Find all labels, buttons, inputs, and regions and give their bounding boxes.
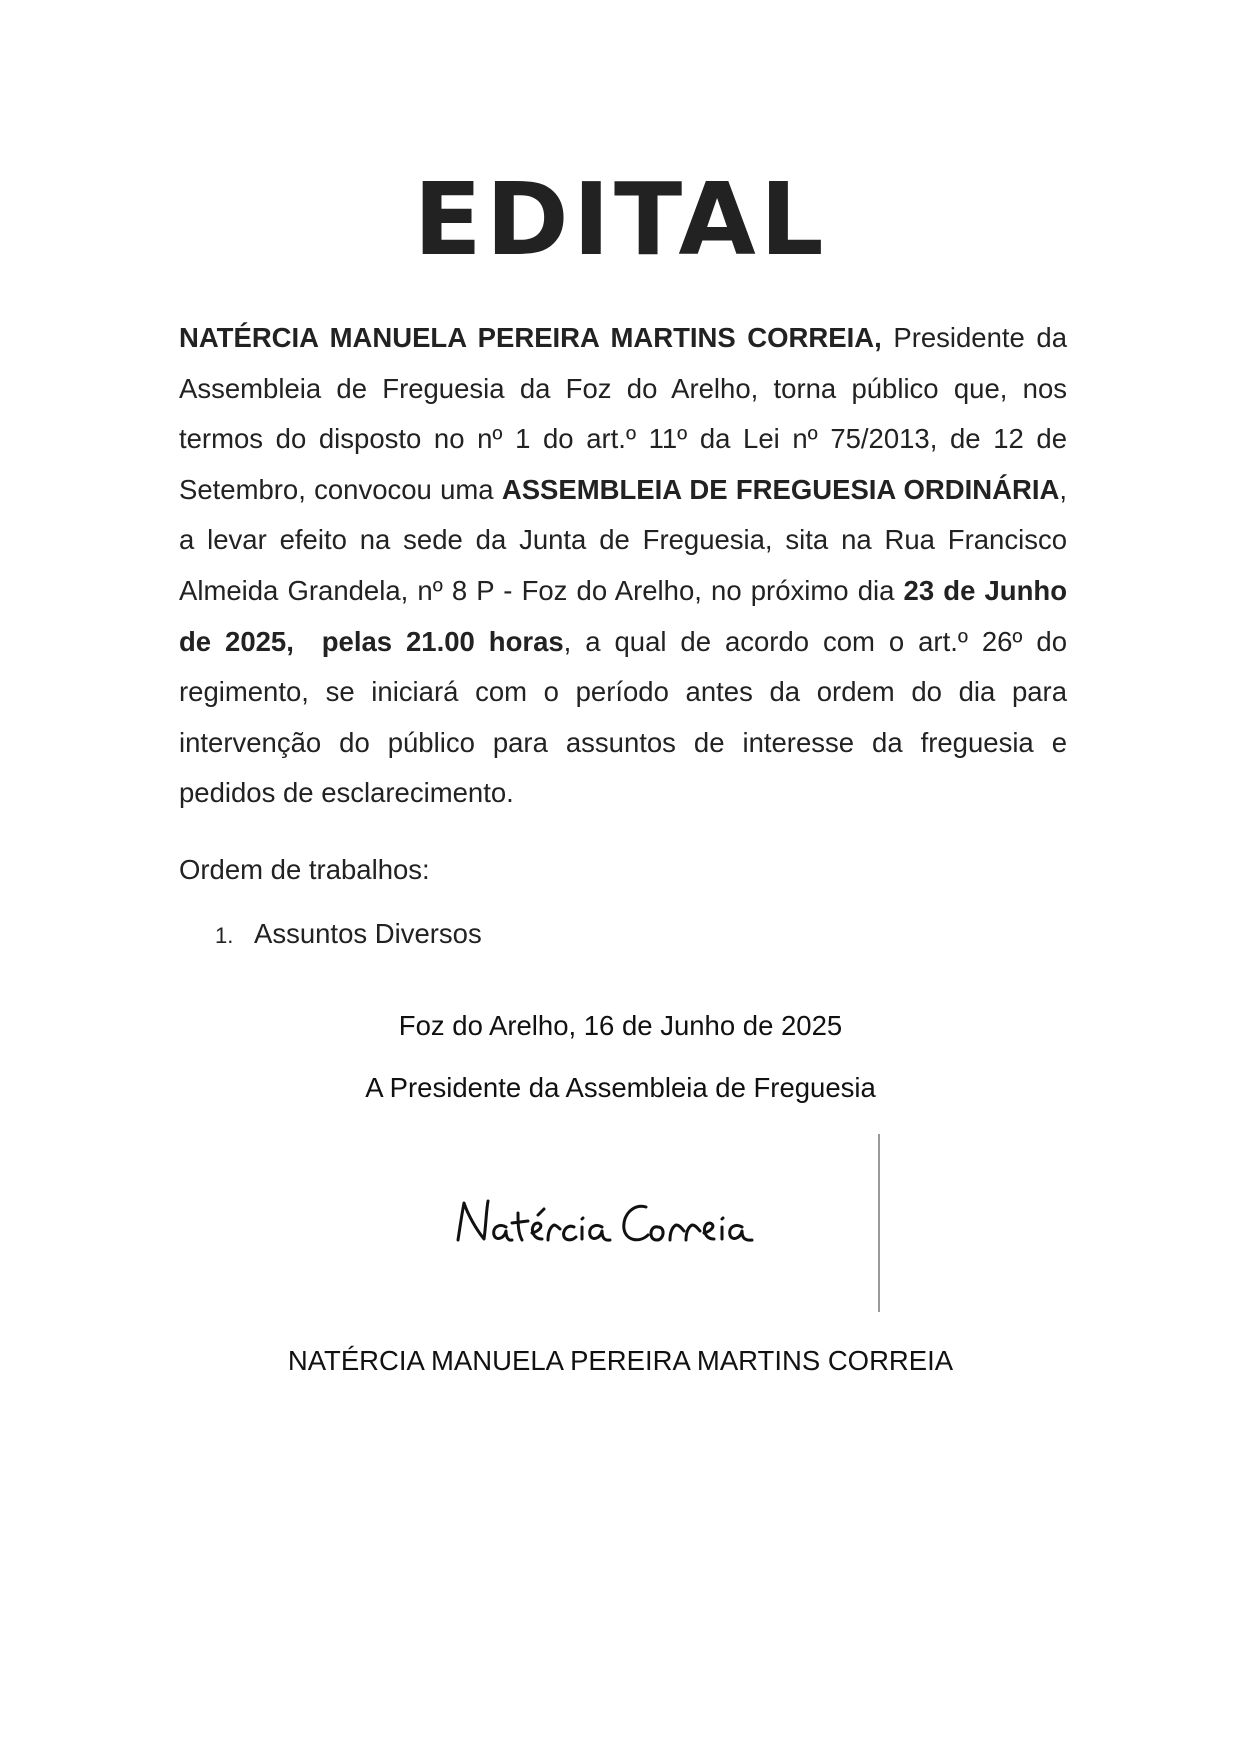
signature-divider	[878, 1134, 880, 1312]
assembly-type-bold: ASSEMBLEIA DE FREGUESIA ORDINÁRIA	[501, 473, 1060, 505]
document-title: EDITAL	[413, 161, 828, 278]
handwritten-signature	[450, 1185, 790, 1255]
paragraph-text-2: , a levar efeito na sede da Junta de Freguesia, sita na Rua Francisco Almeida Grandela, nº 8 P - Foz do Arelho, no próximo dia	[179, 473, 1067, 606]
meeting-date-bold: 23 de Junho de 2025,	[179, 574, 1067, 657]
place-date: Foz do Arelho, 16 de Junho de 2025	[398, 1010, 843, 1041]
list-item	[179, 914, 979, 954]
meeting-time-bold: pelas 21.00 horas	[321, 625, 564, 657]
agenda-heading: Ordem de trabalhos:	[179, 854, 430, 885]
announcement-paragraph	[179, 313, 1067, 819]
agenda-list	[179, 914, 979, 954]
list-item-text: Assuntos Diversos	[254, 918, 482, 949]
list-item-number: 1.	[215, 923, 234, 948]
signer-role: A Presidente da Assembleia de Freguesia	[365, 1072, 876, 1103]
paragraph-text-3	[294, 626, 322, 657]
paragraph-text-4: , a qual de acordo com o art.º 26º do regimento, se iniciará com o período antes da ordem do dia para intervenção do público para assuntos de interesse da freguesia e pedidos de esclarecimento.	[179, 625, 1068, 809]
signer-name: NATÉRCIA MANUELA PEREIRA MARTINS CORREIA	[287, 1345, 954, 1376]
president-name-bold: NATÉRCIA MANUELA PEREIRA MARTINS CORREIA,	[179, 322, 882, 353]
paragraph-text-1: Presidente da Assembleia de Freguesia da Foz do Arelho, torna público que, nos termos do disposto no nº 1 do art.º 11º da Lei nº 75/2013, de 12 de Setembro, convocou uma	[179, 322, 1067, 505]
